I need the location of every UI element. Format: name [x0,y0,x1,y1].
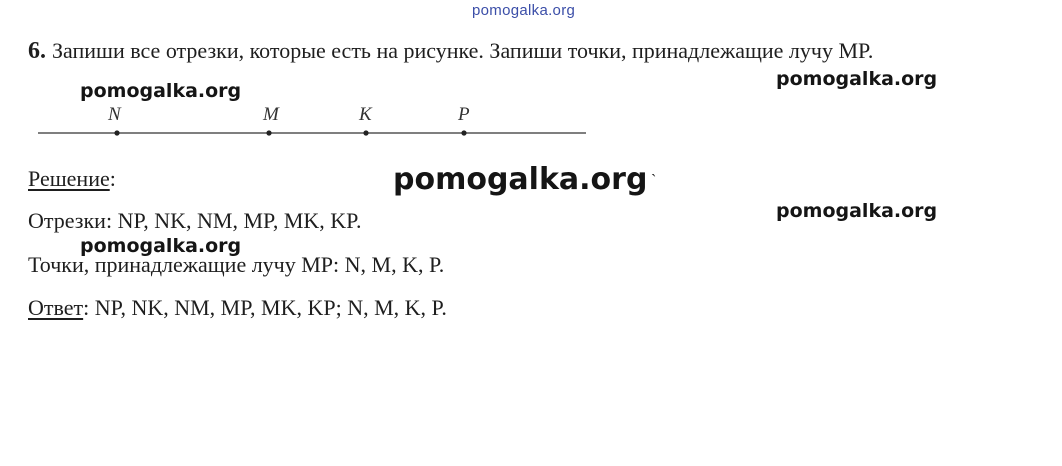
watermark-right-middle: pomogalka.org [776,200,938,222]
segments-line: Отрезки: NP, NK, NM, MP, MK, KP. [28,208,362,233]
answer-text: : NP, NK, NM, MP, MK, KP; N, M, K, P. [83,295,447,320]
task-number: 6. [28,38,46,64]
stray-mark: ` [651,172,657,189]
task-text: Запиши все отрезки, которые есть на рисунке. Запиши точки, принадлежащие лучу MP. [52,38,874,63]
solution-heading [28,166,116,192]
watermark-top: pomogalka.org [472,2,576,19]
point-label-m: M [263,104,279,125]
ray-points-line: Точки, принадлежащие лучу MP: N, M, K, P. [28,252,445,277]
answer-label: Ответ [28,295,84,320]
watermark-left-middle: pomogalka.org [80,235,242,257]
answer-line [28,295,447,321]
point-label-n: N [108,104,121,125]
point-n-dot [114,130,119,135]
point-k-dot [363,130,368,135]
point-label-k: K [359,104,372,125]
watermark-center: pomogalka.org [393,162,648,197]
watermark-right-top: pomogalka.org [776,68,938,90]
point-m-dot [266,130,271,135]
watermark-left-top: pomogalka.org [80,80,242,102]
solution-label: Решение [28,166,110,191]
solution-colon: : [109,166,116,191]
point-label-p: P [458,104,470,125]
point-p-dot [461,130,466,135]
